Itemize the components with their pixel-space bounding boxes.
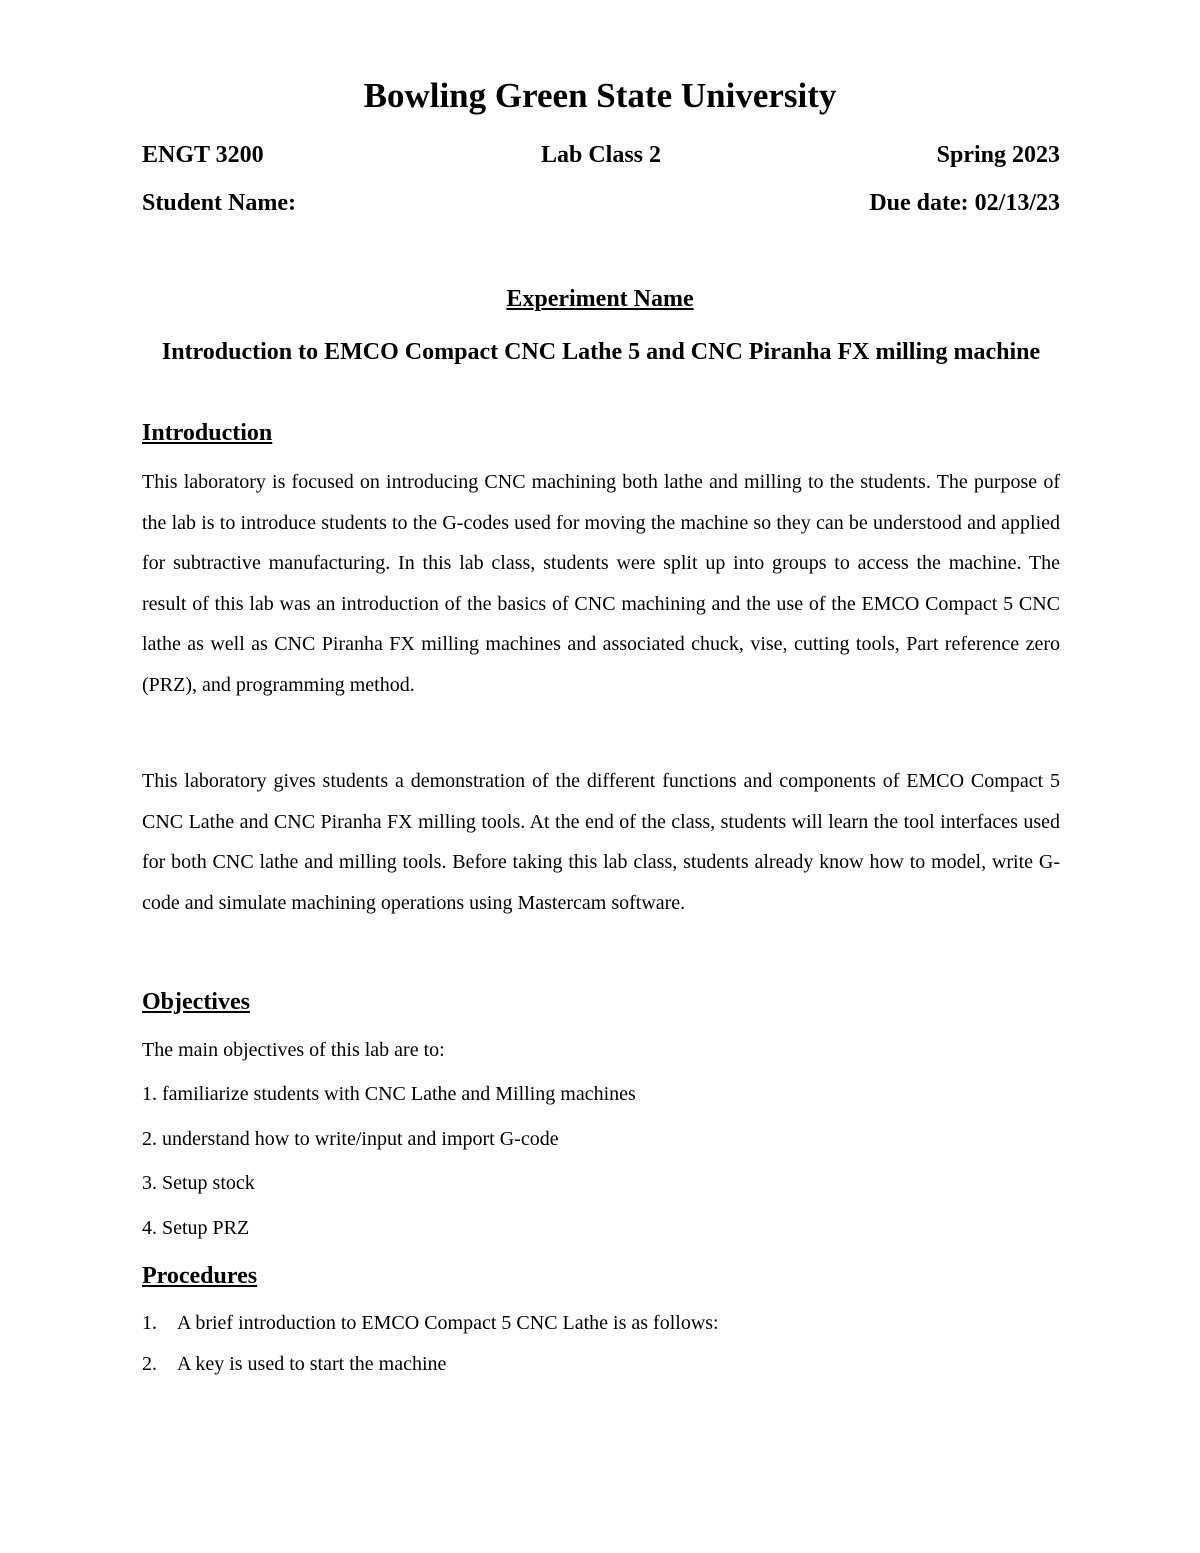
objective-item: 2. understand how to write/input and import G-code [142,1128,559,1150]
objective-item: 4. Setup PRZ [142,1217,250,1239]
experiment-name-label: Experiment Name [506,286,694,312]
procedure-number: 2. [142,1353,157,1375]
procedure-number: 1. [142,1312,157,1334]
introduction-heading: Introduction [142,420,273,446]
procedures-heading: Procedures [142,1263,258,1289]
procedure-item [142,1309,719,1337]
course-code: ENGT 3200 [142,142,264,168]
term: Spring 2023 [936,142,1060,168]
procedure-text: A key is used to start the machine [177,1353,447,1375]
lab-class: Lab Class 2 [540,142,662,168]
university-title: Bowling Green State University [363,76,837,115]
objective-item: 3. Setup stock [142,1172,255,1194]
objective-item: 1. familiarize students with CNC Lathe and Milling machines [142,1083,636,1105]
due-date: Due date: 02/13/23 [869,190,1060,216]
procedure-item [142,1350,446,1378]
objectives-heading: Objectives [142,989,250,1015]
experiment-title: Introduction to EMCO Compact CNC Lathe 5 and CNC Piranha FX milling machine [161,339,1041,365]
procedure-text: A brief introduction to EMCO Compact 5 CNC Lathe is as follows: [177,1312,719,1334]
introduction-paragraph-1: This laboratory is focused on introducing CNC machining both lathe and milling to the students. The purpose of the lab is to introduce students to the G-codes used for moving the machine so they can be understood and applied for subtractive manufacturing. In this lab class, students were split up into groups to access the machine. The result of this lab was an introduction of the basics of CNC machining and the use of the EMCO Compact 5 CNC lathe as well as CNC Piranha FX milling machines and associated chuck, vise, cutting tools, Part reference zero (PRZ), and programming method. [142,471,1060,696]
objectives-intro: The main objectives of this lab are to: [142,1039,445,1061]
introduction-paragraph-2: This laboratory gives students a demonstration of the different functions and components of EMCO Compact 5 CNC Lathe and CNC Piranha FX milling tools. At the end of the class, students will learn the tool interfaces used for both CNC lathe and milling tools. Before taking this lab class, students already know how to model, write G-code and simulate machining operations using Mastercam software. [142,770,1060,914]
student-name-label: Student Name: [142,190,296,216]
